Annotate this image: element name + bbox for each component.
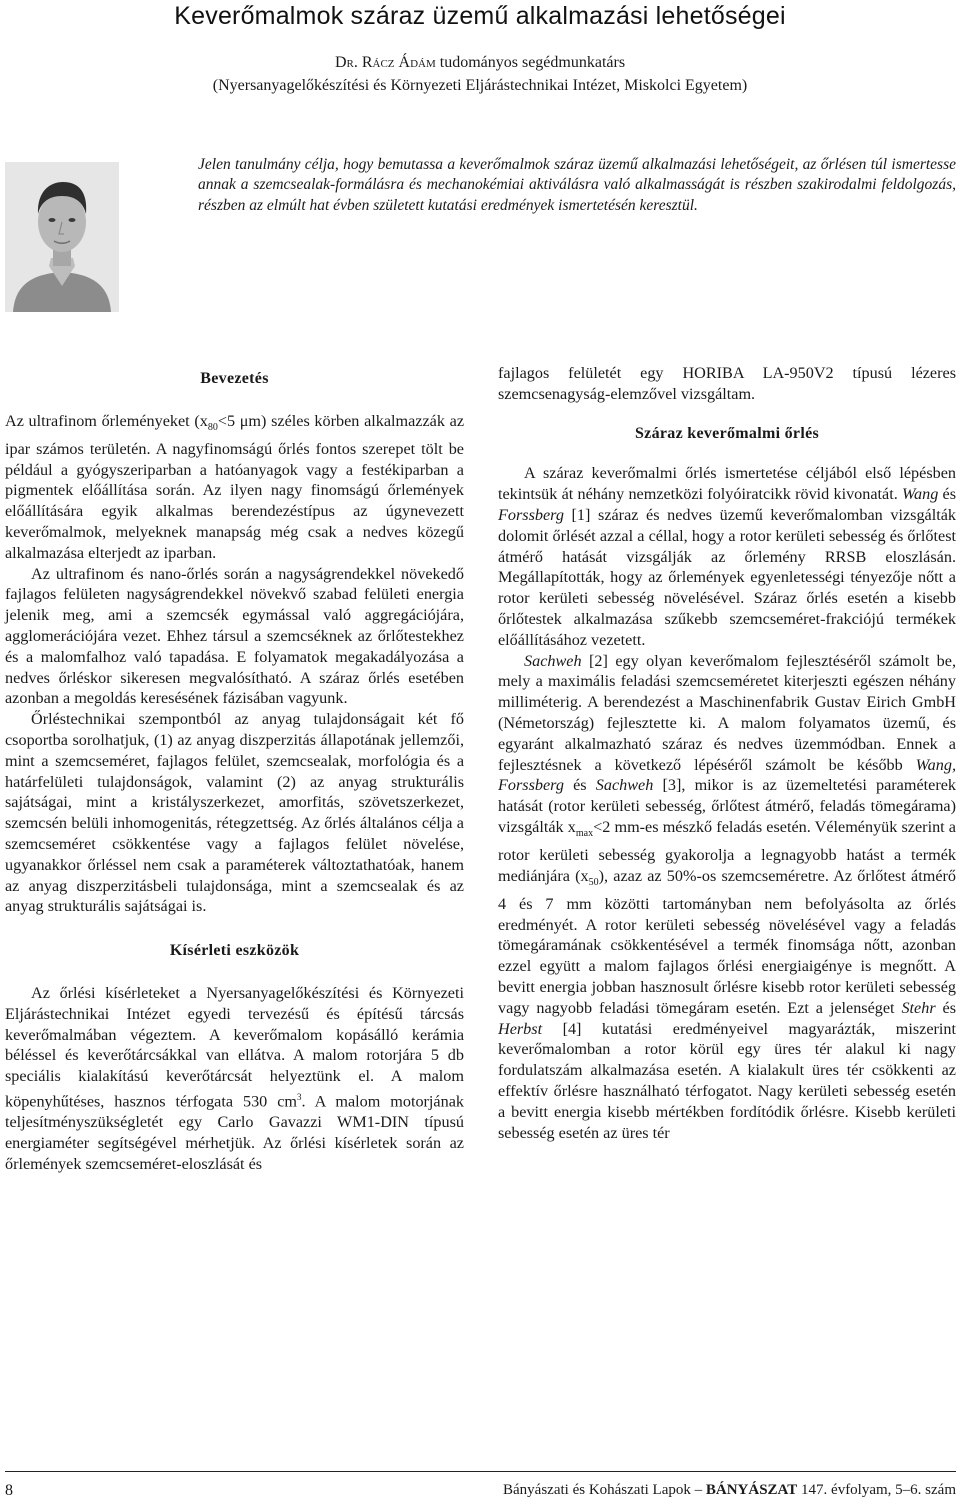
article-title: Keverőmalmok száraz üzemű alkalmazási lehetőségei [174,2,786,30]
tools-paragraph-continued: fajlagos felületét egy HORIBA LA-950V2 típusú lézeres szemcsenagyság-elemzővel vizsgáltam. [498,364,956,403]
abstract: Jelen tanulmány célja, hogy bemutassa a keverőmalmok száraz üzemű alkalmazási lehetőségeit, az őrlésen túl ismertesse annak a szemcsealak-formálásra és mechanokémiai aktiválásra való alkalmasságát is részben szakirodalmi feldolgozás, részben az elmúlt hat évben született kutatási eredmények ismertetésén keresztül. [198,156,956,214]
footer-divider [5,1471,956,1472]
intro-paragraph-3: Őrléstechnikai szempontból az anyag tulajdonságait két fő csoportba sorolhatjuk, (1) az anyag diszperzitás állapotának jellemzői, mint a szemcseméret, fajlagos felület, szemcsealak, morfológia és a határfelületi tulajdonságok, valamint (2) az anyag strukturális sajátságai, mint a kristályszerkezet, amorfitás, szövetszerkezet, szemcsén belüli inhomogenitás, rétegzettség. Az őrlés általános célja a szemcseméret csökkentése vagy a fajlagos felület növelése, ugyanakkor őrléssel nem csak a paraméterek változtathatóak, hanem az anyag diszperzitásbeli tulajdonsága, mint a szemcsealak és az anyag strukturális sajátságai is. [5,710,464,916]
left-column [5,363,464,1175]
tools-paragraph-1: Az őrlési kísérleteket a Nyersanyagelőkészítési és Környezeti Eljárástechnikai Intézet egyedi tervezésű és építésű tárcsás keverőmalmában végeztem. A keverőmalom kopásálló kerámia béléssel és keverőtárcsákkal van ellátva. A malom rotorjára 5 db speciális kialakítású keverőtárcsát helyeztünk el. A malom köpenyhűtéses, hasznos térfogata 530 $cm^3$. A malom motorjának teljesítményszükségletét egy Carlo Gavazzi WM1-DIN típusú energiaméter segítségével mérhetjük. Az őrlési kísérletek során az őrlemények szemcseméret-eloszlását és [5,983,464,1173]
page-number: 8 [5,1482,13,1499]
heading-introduction: Bevezetés [200,370,269,387]
intro-paragraph-1: Az ultrafinom őrleményeket ($x_{80}<5$ μm) széles körben alkalmazzák az ipar számos területén. A nagyfinomságú őrlés fontos szerepet tölt be például a gyógyszeriparban a hatóanyagok vagy a festékiparban a pigmentek előállítása során. Az ilyen nagy finomságú őrlemények előállítására egyik alkalmas berendezéstípus az úgynevezett keverőmalmok, melyeknek manapság még csak a nedves közegű alkalmazása elterjedt az iparban. [5,411,464,562]
author-affiliation: (Nyersanyagelőkészítési és Környezeti Eljárástechnikai Intézet, Miskolci Egyetem) [212,77,748,94]
author-name: Dr. Rácz Ádám [334,54,436,71]
heading-dry-milling: Száraz keverőmalmi őrlés [634,424,820,442]
journal-citation: Bányászati és Kohászati Lapok – BÁNYÁSZAT 147. évfolyam, 5–6. szám [503,1482,956,1498]
author-line [0,52,960,73]
dry-paragraph-2: Sachweh [2] egy olyan keverőmalom fejlesztéséről számolt be, mely a maximális feladási szemcseméretet kiterjeszti egészen néhány milliméterig. A berendezést a Maschinenfabrik Gustav Eirich GmbH (Németország) fejlesztette ki. A malom folyamatos üzemű, és egyaránt alkalmazható száraz és nedves üzemmódban. Ennek a fejlesztésnek a következő lépéséről számolt be később Wang, Forssberg és Sachweh [3], mikor is az üzemeltetési paraméterek hatását (rotor kerületi sebesség, őrlőtest átmérő, feladás tömegárama) vizsgálták $x_{max}<2$ mm-es mészkő feladás esetén. Véleményük szerint a rotor kerületi sebesség gyakorolja a legnagyobb hatást a termék mediánjára $(x_{50})$, azaz az 50%-os szemcseméretre. Az őrlőtest átmérő 4 és 7 mm közötti tartományban nem befolyásolta az őrlés eredményét. A rotor kerületi sebesség növelésével vagy a feladás tömegáramának csökkentésével a termék finomsága nőtt, azonban ezzel együtt a malom fajlagos őrlési energiaigénye is megnőtt. A bevitt energia jobban hasznosult őrlésre kisebb rotor kerületi sebesség vagy nagyobb feladási tömegáram esetén. Ezt a jelenséget Stehr és Herbst [4] kutatási eredményeivel magyarázták, miszerint keverőmalomban a rotor körül egy üres tér alakul ki nagy fordulatszám alkalmazása esetén. A kialakult üres tér csökkenti az effektív őrlésre használható térfogatot. Nagy kerületi sebesség esetén a bevitt energia kisebb mértékben fordítódik őrlésre. Kisebb kerületi sebesség esetén az üres tér [498,651,956,1142]
right-column [498,363,956,1143]
author-portrait-photo [5,162,119,312]
dry-paragraph-1: A száraz keverőmalmi őrlés ismertetése céljából első lépésben tekintsük át néhány nemzetközi folyóiratcikk rövid kivonatát. Wang és Forssberg [1] száraz és nedves üzemű keverőmalomban vizsgálták dolomit őrlését azzal a céllal, hogy a rotor kerületi sebesség és őrlőtest átmérő hatását vizsgálják az őrlemény RRSB eloszlásán. Megállapították, hogy az őrlemények egyenletességi tényezője nőtt a rotor kerületi sebesség növelésével. Száraz őrlés esetén a kisebb őrlőtestek alkalmazása szűkebb szemcseméret-frakciójú termékek előállításához vezetett. [498,464,957,649]
author-position: tudományos segédmunkatárs [439,54,626,71]
heading-experimental-tools: Kísérleti eszközök [169,942,300,960]
intro-paragraph-2: Az ultrafinom és nano-őrlés során a nagyságrendekkel növekedő fajlagos felületen nagyságrendekkel növekvő szabad felületi energia jelenik meg, ami a szemcsék egymással való aggregációjára, agglomerációjára vezet. Ehhez társul a szemcséknek az őrlőtestekhez és a malomfalhoz való tapadása. E folyamatok megakadályozása a nedves őrléskor sikeresen megvalósítható. A száraz őrlés esetében azonban a megoldás keresésének fázisában vagyunk. [5,564,464,708]
